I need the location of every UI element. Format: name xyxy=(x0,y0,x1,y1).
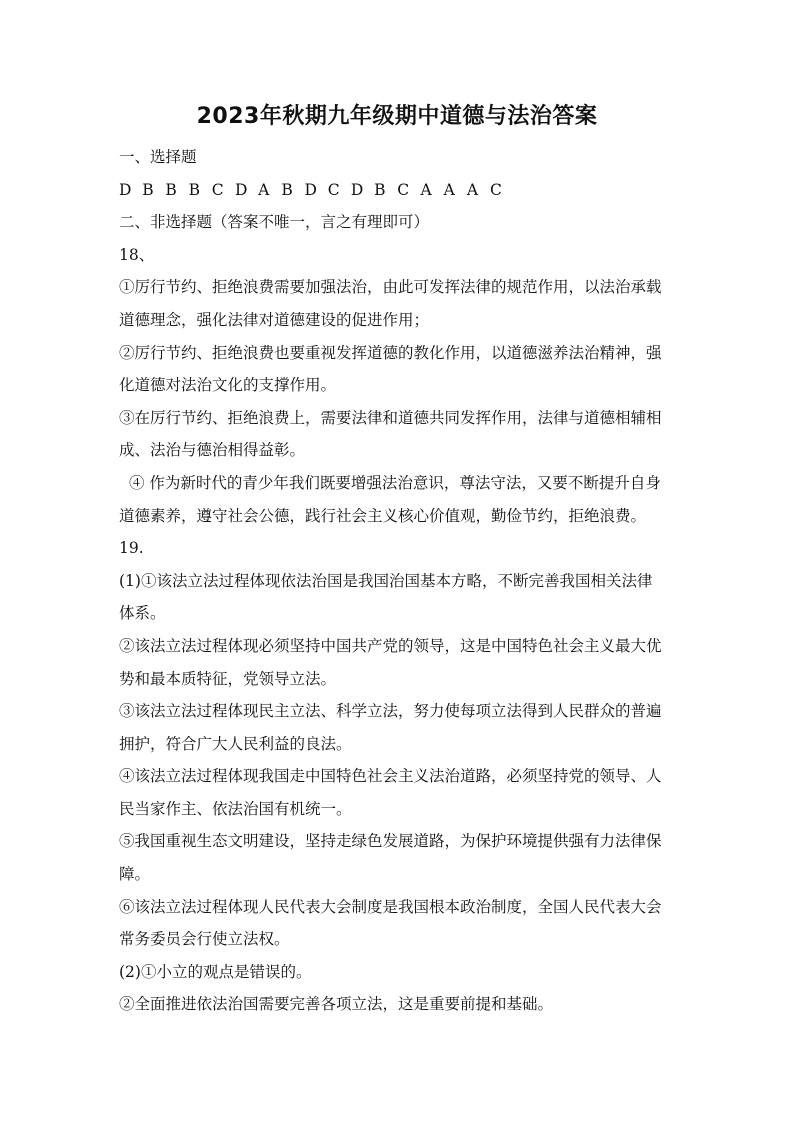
q19-line: (2)①小立的观点是错误的。 xyxy=(119,962,312,981)
choice-answer: D xyxy=(304,180,317,199)
choice-answer: D xyxy=(350,180,364,199)
q18-line: 道德素养，遵守社会公德，践行社会主义核心价值观，勤俭节约，拒绝浪费。 xyxy=(119,506,647,525)
choice-answer: B xyxy=(142,180,154,199)
q19-line: 常务委员会行使立法权。 xyxy=(119,930,290,949)
q19-line: 势和最本质特征，党领导立法。 xyxy=(119,669,337,688)
choice-answers xyxy=(119,174,679,207)
answer-content xyxy=(119,141,679,1021)
q19-line: ④该法立法过程体现我国走中国特色社会主义法治道路，必须坚持党的领导、人 xyxy=(119,767,662,786)
q19-line: ③该法立法过程体现民主立法、科学立法，努力使每项立法得到人民群众的普遍 xyxy=(119,702,662,721)
section2-heading: 二、非选择题（答案不唯一，言之有理即可） xyxy=(119,213,430,232)
q19-line: (1)①该法立法过程体现依法治国是我国治国基本方略，不断完善我国相关法律 xyxy=(119,571,653,590)
choice-answer: A xyxy=(443,180,455,199)
choice-answer: B xyxy=(374,180,386,199)
q19-line: 障。 xyxy=(119,865,151,884)
choice-answer: C xyxy=(327,180,340,199)
q18-line: ④ 作为新时代的青少年我们既要增强法治意识，尊法守法，又要不断提升自身 xyxy=(129,473,661,492)
q18-number: 18、 xyxy=(119,245,155,264)
choice-answer: C xyxy=(490,180,502,199)
choice-answer: D xyxy=(234,180,248,199)
q19-line: 民当家作主、依法治国有机统一。 xyxy=(119,799,352,818)
choice-answer: B xyxy=(165,180,177,199)
choice-answer: C xyxy=(397,180,410,199)
q19-line: ②全面推进依法治国需要完善各项立法，这是重要前提和基础。 xyxy=(119,995,554,1014)
q18-line: 成、法治与德治相得益彰。 xyxy=(119,441,306,460)
q19-line: ⑤我国重视生态文明建设，坚持走绿色发展道路，为保护环境提供强有力法律保 xyxy=(119,832,662,851)
section1-heading: 一、选择题 xyxy=(119,148,197,166)
q19-line: 体系。 xyxy=(119,604,166,623)
q19-line: ②该法立法过程体现必须坚持中国共产党的领导，这是中国特色社会主义最大优 xyxy=(119,636,662,655)
q18-line: ①厉行节约、拒绝浪费需要加强法治，由此可发挥法律的规范作用，以法治承载 xyxy=(119,278,662,297)
choice-answer: A xyxy=(258,180,270,199)
q18-line: ③在厉行节约、拒绝浪费上，需要法律和道德共同发挥作用，法律与道德相辅相 xyxy=(119,408,662,427)
page-title: 2023年秋期九年级期中道德与法治答案 xyxy=(196,104,598,129)
q18-line: 化道德对法治文化的支撑作用。 xyxy=(119,376,337,395)
q18-line: ②厉行节约、拒绝浪费也要重视发挥道德的教化作用，以道德滋养法治精神，强 xyxy=(119,343,662,362)
choice-answer: A xyxy=(420,180,432,199)
choice-answer: D xyxy=(119,180,132,199)
q18-line: 道德理念，强化法律对道德建设的促进作用； xyxy=(119,310,430,329)
choice-answer: C xyxy=(211,180,224,199)
q19-line: ⑥该法立法过程体现人民代表大会制度是我国根本政治制度，全国人民代表大会 xyxy=(119,897,662,916)
choice-answer: A xyxy=(466,180,479,199)
q19-line: 拥护，符合广大人民利益的良法。 xyxy=(119,734,352,753)
choice-answer: B xyxy=(281,180,293,199)
choice-answer: B xyxy=(188,180,200,199)
q19-number: 19. xyxy=(119,539,144,558)
